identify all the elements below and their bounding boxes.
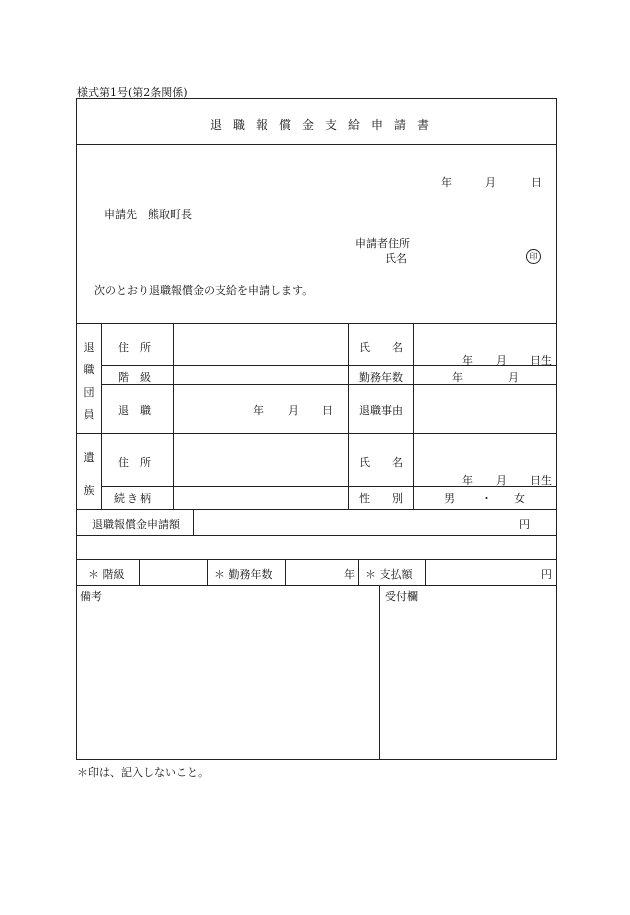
retired-address-label: 住 所: [118, 341, 151, 354]
divider: [207, 559, 208, 585]
divider: [413, 323, 414, 509]
sex-male: 男: [444, 492, 455, 505]
applicant-name-label: 氏名: [385, 252, 407, 265]
office-rank-label: ＊ 階級: [88, 568, 125, 581]
bereaved-char: 族: [83, 484, 95, 497]
recipient-label: 申請先: [104, 208, 137, 221]
retired-member-char: 員: [83, 408, 95, 421]
retirement-label: 退 職: [118, 404, 151, 417]
retired-name-label: 氏 名: [359, 341, 403, 354]
divider: [358, 559, 359, 585]
bereaved-birth-month: 月: [496, 474, 507, 487]
retired-birth-month: 月: [496, 354, 507, 367]
divider: [285, 559, 286, 585]
footnote: ＊印は、記入しないこと。: [77, 766, 209, 779]
amount-unit: 円: [519, 518, 530, 531]
amount-label: 退職報償金申請額: [92, 518, 180, 531]
office-years-label: ＊ 勤務年数: [214, 568, 273, 581]
divider: [193, 509, 194, 535]
retired-member-char: 職: [83, 363, 95, 376]
retirement-reason-label: 退職事由: [359, 404, 403, 417]
reception-label: 受付欄: [385, 590, 418, 603]
divider: [101, 365, 557, 366]
rank-label: 階 級: [118, 371, 151, 384]
sex-separator: ・: [481, 492, 492, 505]
service-month: 月: [508, 371, 519, 384]
date-year: 年: [441, 176, 452, 189]
divider: [101, 323, 102, 509]
relation-label: 続き柄: [114, 492, 153, 505]
form-frame: [76, 98, 557, 760]
retired-member-char: 団: [83, 386, 95, 399]
divider: [173, 323, 174, 509]
date-month: 月: [485, 176, 496, 189]
retired-member-char: 退: [83, 341, 95, 354]
divider: [76, 433, 557, 434]
office-payment-label: ＊ 支払額: [365, 568, 413, 581]
seal-icon: 印: [526, 249, 541, 264]
remarks-label: 備考: [80, 590, 102, 603]
sex-female: 女: [514, 492, 525, 505]
divider: [379, 585, 380, 760]
retirement-day: 日: [322, 404, 333, 417]
divider: [348, 323, 349, 509]
form-title: 退職報償金支給申請書: [210, 118, 441, 132]
divider: [76, 535, 557, 536]
bereaved-birth-year: 年: [462, 474, 473, 487]
bereaved-name-label: 氏 名: [359, 456, 403, 469]
bereaved-birth-day: 日生: [530, 474, 552, 487]
retirement-month: 月: [288, 404, 299, 417]
bereaved-address-label: 住 所: [118, 456, 151, 469]
divider: [101, 486, 557, 487]
retired-birth-year: 年: [462, 354, 473, 367]
divider: [76, 559, 557, 560]
retired-birth-day: 日生: [530, 354, 552, 367]
bereaved-char: 遺: [83, 451, 95, 464]
divider: [76, 323, 557, 324]
service-year: 年: [452, 371, 463, 384]
application-statement: 次のとおり退職報償金の支給を申請します。: [94, 284, 314, 297]
office-payment-unit: 円: [541, 568, 552, 581]
applicant-address-label: 申請者住所: [355, 237, 410, 250]
divider: [76, 585, 557, 586]
form-number: 様式第1号(第2条関係): [77, 86, 188, 99]
service-years-label: 勤務年数: [359, 371, 403, 384]
sex-label: 性 別: [359, 492, 403, 505]
date-day: 日: [531, 176, 542, 189]
divider: [101, 384, 557, 385]
recipient-name: 熊取町長: [148, 208, 192, 221]
retirement-year: 年: [253, 404, 264, 417]
office-years-unit: 年: [344, 568, 355, 581]
divider: [76, 509, 557, 510]
divider: [76, 144, 557, 145]
divider: [425, 559, 426, 585]
divider: [139, 559, 140, 585]
